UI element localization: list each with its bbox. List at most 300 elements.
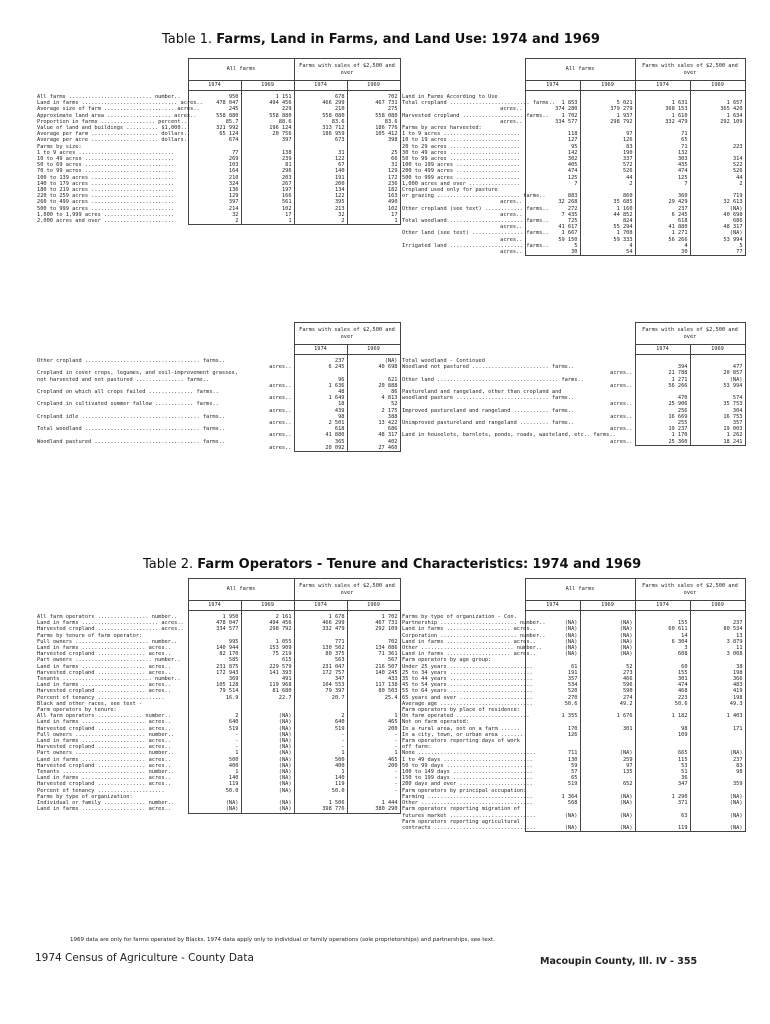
value-cell: 298 792 [241,626,294,632]
row-label: acres.. [269,364,292,371]
value-cell: (NA) [241,788,294,794]
value-cell: 134 086 [347,645,400,651]
value-cell: 558 080 [294,113,347,119]
header-all-farms: All farms [188,59,294,81]
value-cell: 379 279 [580,106,635,112]
value-cell: 50.6 [635,701,690,707]
value-cell: 32 268 [525,199,580,205]
value-cell: 1 702 [347,614,400,620]
value-cell: 130 502 [294,645,347,651]
row-label: 50 to 99 days ........................... [402,762,533,769]
value-cell: 16 669 [635,414,690,420]
value-cell: 519 [188,726,241,732]
value-cell: 2 [690,181,745,187]
row-label: Harvested cropland ............... acres.. [37,762,171,769]
value-cell: 32 [294,212,347,218]
header-year: 1969 [347,601,400,611]
value-cell: 256 [635,408,690,414]
value-cell: 1 [347,218,400,225]
value-cell: 1 657 [690,100,745,106]
value-cell: 50.0 [294,788,347,794]
value-cell: (NA) [525,633,580,639]
value-cell: 41 880 [294,432,347,438]
value-cell: 665 [635,750,690,756]
value-cell: 519 [525,781,580,787]
value-cell: 883 [525,193,580,199]
value-cell: 652 [580,781,635,787]
value-cell: 60 611 [635,626,690,632]
value-cell: 223 [690,144,745,150]
value-cell: 16 753 [690,414,745,420]
value-cell: 360 [635,193,690,199]
value-cell: 20.7 [294,695,347,701]
value-cell: 332 479 [635,119,690,125]
value-cell: 526 [580,168,635,174]
value-cell: 14 [635,633,690,639]
value-cell: 71 [635,131,690,137]
footer-right: Macoupin County, Ill. IV - 355 [540,956,698,967]
header-all-farms: All farms [525,579,635,601]
header-sales: Farms with sales of $2,500 and over [635,323,745,345]
value-cell: 702 [347,94,400,100]
value-cell: (NA) [241,763,294,769]
value-cell: (NA) [525,825,580,832]
table2-title-prefix: Table 2. [143,557,194,572]
row-label: 150 to 199 days ......................... [402,775,533,782]
row-label: Land in farms .............................. acres.. [37,100,203,107]
header-blank [35,81,188,91]
value-cell: 1 631 [635,100,690,106]
table2-footnote: 1969 data are only for farms operated by Blacks. 1974 data apply only to individual or family operations (sole proprietorships) and partnerships, see text. [70,937,495,943]
value-cell: 48 [294,389,347,395]
value-cell: 86 [347,389,400,395]
value-cell: 534 [525,682,580,688]
row-label: Farm operators reporting migration of [402,806,520,813]
value-cell: 405 [525,162,580,168]
table1-title-years: 1974 and 1969 [491,32,600,47]
value-cell: (NA) [690,377,745,383]
value-cell: (NA) [580,651,635,657]
value-cell: 36 [635,775,690,781]
value-cell: 40 698 [690,212,745,218]
value-cell: (NA) [690,206,745,212]
value-cell: 135 [580,769,635,775]
value-cell: (NA) [241,750,294,756]
value-cell: 272 [525,206,580,212]
value-cell: 1 667 [525,230,580,236]
value-cell: 71 361 [347,651,400,657]
value-cell: 491 [241,676,294,682]
value-cell: 519 [294,726,347,732]
row-label: In a rural area, not on a farm ...... [402,725,520,732]
value-cell: 2 [580,181,635,187]
value-cell: 270 [525,695,580,701]
value-cell: 71 [635,144,690,150]
row-label: Other ................................... [402,800,533,807]
row-label: Not on farm operated: [402,719,469,726]
row-label: Tenants .......................... number.. [37,769,175,776]
value-cell: 122 [294,193,347,199]
value-cell: 274 [580,695,635,701]
header-blank [400,323,635,345]
value-cell: 678 [294,94,347,100]
value-cell: 129 [347,168,400,174]
value-cell: 30 [525,249,580,256]
value-cell: 40 698 [347,364,400,370]
value-cell: 18 [294,401,347,407]
value-cell: 97 [580,763,635,769]
value-cell: 59 333 [580,237,635,243]
value-cell: (NA) [690,813,745,819]
table2-left [35,578,401,814]
value-cell: (NA) [347,358,400,364]
value-cell: 54 [580,249,635,256]
row-label: Cropland used only for pasture [402,187,498,194]
value-cell: 122 [294,156,347,162]
table1-upper-right [400,58,746,256]
value-cell: 200 [347,726,400,732]
value-cell: 301 [635,676,690,682]
row-label: 25 to 34 years .......................... [402,669,533,676]
header-sales: Farms with sales of $2,500 and over [294,323,400,345]
row-label: Land in houselots, barnlots, ponds, roads, wasteland, etc.. farms.. [402,432,616,439]
value-cell: 474 [525,168,580,174]
header-blank [400,59,525,81]
value-cell: 119 [188,781,241,787]
value-cell: 155 [635,670,690,676]
value-cell: 53 994 [690,237,745,243]
value-cell: 38 [690,664,745,670]
row-label: 55 to 64 years .......................... [402,688,533,695]
value-cell: 44 [690,175,745,181]
value-cell: 52 [580,664,635,670]
row-label: Land in farms .................... acres.. [37,756,171,763]
value-cell: 83 [580,144,635,150]
value-cell: 5 [525,243,580,249]
value-cell: 478 047 [188,620,241,626]
value-cell: 172 943 [188,670,241,676]
row-label: Total woodland ....................... farms.. [402,218,549,225]
header-year: 1974 [525,81,580,91]
value-cell: 80 534 [690,626,745,632]
value-cell: 394 [635,364,690,370]
value-cell: (NA) [525,639,580,645]
value-cell: 640 [188,719,241,725]
value-cell: 398 [347,137,400,143]
row-label: Farm operators by age group: [402,657,492,664]
value-cell: 1 [241,218,294,225]
value-cell: 50.6 [525,701,580,707]
table2-title-main: Farm Operators - Tenure and Characteristics: [197,557,529,572]
header-year: 1969 [580,601,635,611]
value-cell: 4 [580,243,635,249]
value-cell: 83.6 [294,119,347,125]
value-cell: (NA) [690,230,745,236]
value-cell: 13 [690,633,745,639]
row-label: Harvested cropland ............... acres.. [37,651,171,658]
value-cell: 105 412 [347,131,400,137]
value-cell: 674 [188,137,241,143]
value-cell: - [347,744,400,750]
value-cell: 1 160 [580,206,635,212]
value-cell: (NA) [580,639,635,645]
header-year: 1974 [294,345,347,355]
row-label: Farming ................................. [402,793,533,800]
value-cell: 465 [347,757,400,763]
value-cell: 347 [294,676,347,682]
value-cell: 31 [347,162,400,168]
row-label: Total cropland ......................... farms.. [402,100,556,107]
value-cell: 321 992 [188,125,241,131]
row-label: Improved pastureland and rangeland ........... farms.. [402,407,575,414]
value-cell: 98 [635,726,690,732]
row-label: Harvested cropland ............... acres.. [37,744,171,751]
value-cell: 1 [347,750,400,756]
value-cell: 771 [294,639,347,645]
row-label: not harvested and not pastured ............... farms.. [37,376,210,383]
value-cell: 210 [188,175,241,181]
row-label: 260 to 499 acres .......................... [37,199,175,206]
row-label: Land in farms .................... acres.. [37,775,171,782]
value-cell: 22.7 [241,695,294,701]
value-cell: 1 355 [525,713,580,719]
value-cell: 477 [690,364,745,370]
value-cell: 273 [580,670,635,676]
row-label: acres.. [610,382,633,389]
value-cell: (NA) [580,794,635,800]
value-cell: 44 852 [580,212,635,218]
value-cell: 66 [347,156,400,162]
row-label: Other land (see text) ................ farms.. [402,230,549,237]
value-cell: 563 [294,657,347,663]
row-label: Harvested cropland ............... acres.. [37,725,171,732]
value-cell: (NA) [241,744,294,750]
value-cell: (NA) [241,775,294,781]
value-cell: 1 678 [294,614,347,620]
value-cell: 590 [580,688,635,694]
value-cell: 558 080 [347,113,400,119]
value-cell: 686 [347,426,400,432]
value-cell: - [347,738,400,744]
value-cell: 117 138 [347,682,400,688]
value-cell: 520 [525,688,580,694]
value-cell: 142 [525,150,580,156]
value-cell: (NA) [188,806,241,813]
value-cell: 292 109 [690,119,745,125]
value-cell: 725 [525,218,580,224]
row-label: 50 to 69 acres ............................ [37,162,175,169]
value-cell: 1 444 [347,800,400,806]
value-cell: 172 757 [294,670,347,676]
value-cell: 109 [635,732,690,738]
table-row [35,218,400,225]
value-cell: (NA) [241,769,294,775]
row-label: 10 to 49 acres ............................ [37,156,175,163]
value-cell: 522 [690,162,745,168]
value-cell: 172 [347,175,400,181]
value-cell: 60 [635,664,690,670]
value-cell: 126 [525,732,580,738]
row-label: Harvested cropland ............... acres.. [37,781,171,788]
value-cell: 314 [690,156,745,162]
value-cell: 97 [580,131,635,137]
value-cell: 127 [525,137,580,143]
value-cell: 119 [294,781,347,787]
row-label: Harvested cropland ................... farms.. [402,112,549,119]
row-label: 1 to 9 acres .............................. [37,149,175,156]
header-sales: Farms with sales of $2,500 and over [635,59,745,81]
value-cell: 79 397 [294,688,347,694]
value-cell: (NA) [580,645,635,651]
value-cell: 19 237 [635,426,690,432]
value-cell: 618 [294,426,347,432]
value-cell: 81 [241,162,294,168]
value-cell: 44 [580,175,635,181]
value-cell: 5 021 [580,100,635,106]
table1-upper-left [35,58,401,225]
row-label: Land in farms ........................ acres.. [37,620,184,627]
value-cell: 231 047 [294,664,347,670]
row-label: Percent of tenancy ..................... [37,694,165,701]
value-cell: 1 853 [525,100,580,106]
value-cell: 332 479 [294,626,347,632]
value-cell: 49.3 [690,701,745,707]
row-label: Proportion in farms ................. percent.. [37,118,187,125]
value-cell: 365 420 [690,106,745,112]
value-cell: 474 [635,682,690,688]
value-cell: 395 [294,199,347,205]
row-label: acres.. [500,199,523,206]
value-cell: 494 456 [241,100,294,106]
value-cell: 200 [294,181,347,187]
value-cell: 126 [580,137,635,143]
value-cell: 140 [188,775,241,781]
value-cell: 197 [241,187,294,193]
header-year: 1974 [188,601,241,611]
row-label: 500 to 999 acres .......................... [37,205,175,212]
row-label: acres.. [269,420,292,427]
value-cell: 210 [294,106,347,112]
row-label: All farm operators .............. number.. [37,713,171,720]
value-cell: 1 290 [635,794,690,800]
value-cell: 483 [690,682,745,688]
value-cell: 860 [580,193,635,199]
row-label: acres.. [610,426,633,433]
value-cell: 48 317 [347,432,400,438]
value-cell: (NA) [580,750,635,756]
value-cell: 1 950 [188,614,241,620]
value-cell: 618 [635,218,690,224]
row-label: 2,000 acres and over ...................... [37,218,175,225]
value-cell: (NA) [525,651,580,657]
value-cell: 229 579 [241,664,294,670]
value-cell: 67 [294,162,347,168]
row-label: Tenants ............................ number.. [37,676,181,683]
value-cell: 1 702 [525,113,580,119]
value-cell: 198 [690,695,745,701]
header-year: 1969 [580,81,635,91]
value-cell: (NA) [241,757,294,763]
row-label: 140 to 179 acres .......................... [37,180,175,187]
row-label: acres.. [610,401,633,408]
value-cell: 140 [294,168,347,174]
row-label: All farm operators ................ number.. [37,614,178,620]
row-label: Land in farms .................... acres.. [37,682,171,689]
value-cell: 388 [347,414,400,420]
row-label: 35 to 44 years .......................... [402,676,533,683]
row-label: Land in farms .................... acres.. [37,806,171,813]
value-cell: 1 [294,769,347,775]
row-label: Harvested cropland ................... acres.. [37,626,184,633]
row-label: Land in farms .................... acres.. [402,651,536,658]
value-cell: 1 676 [580,713,635,719]
value-cell: 203 [241,175,294,181]
value-cell: 20 857 [690,370,745,376]
value-cell: 334 577 [525,119,580,125]
row-label: Unimproved pastureland and rangeland ......... farms.. [402,420,575,427]
value-cell: 365 [294,439,347,445]
value-cell: 125 [525,175,580,181]
row-label: Average size of farm ...................... acres.. [37,106,200,113]
value-cell: 41 617 [525,224,580,230]
value-cell: 357 [690,420,745,426]
value-cell: 35 685 [580,199,635,205]
row-label: Part owners ........................ number.. [37,657,181,664]
value-cell: 337 [580,156,635,162]
value-cell: 402 [347,439,400,445]
value-cell: 2 [188,218,241,225]
table1-title [162,32,600,47]
value-cell: (NA) [690,800,745,806]
value-cell: 950 [188,94,241,100]
row-label: In a city, town, or urban area ....... [402,731,524,738]
value-cell: 4 813 [347,395,400,401]
value-cell: 105 128 [188,682,241,688]
value-cell: 140 944 [188,645,241,651]
value-cell: 1 364 [525,794,580,800]
value-cell: 25 360 [635,439,690,446]
row-label: Farm operators reporting days of work [402,738,520,745]
row-label: Total woodland .................................... farms.. [37,426,226,433]
value-cell: 558 880 [241,113,294,119]
value-cell: 65 [635,137,690,143]
value-cell: 141 393 [241,670,294,676]
value-cell: 196 124 [241,125,294,131]
value-cell: 621 [347,377,400,383]
value-cell: 7 [525,181,580,187]
value-cell: 182 [347,187,400,193]
row-label: 180 to 219 acres .......................... [37,187,175,194]
value-cell: 466 299 [294,620,347,626]
value-cell: 478 047 [188,100,241,106]
value-cell: 397 [241,137,294,143]
value-cell: 80 375 [294,651,347,657]
value-cell: (NA) [241,738,294,744]
value-cell: 81 680 [241,688,294,694]
value-cell: 1 403 [690,713,745,719]
row-label: 50 to 99 acres ...................... [402,156,520,163]
value-cell: - [294,738,347,744]
value-cell: (NA) [580,825,635,832]
header-all-farms: All farms [188,579,294,601]
value-cell: 435 [635,162,690,168]
row-label: Farm operators reporting agricultural [402,818,520,825]
row-label: On farm operated ....................... [402,713,530,720]
value-cell: 216 507 [347,664,400,670]
row-label: off farm: [402,744,431,751]
value-cell: 301 [580,726,635,732]
row-label: 1,000 to 1,999 acres ...................... [37,211,175,218]
